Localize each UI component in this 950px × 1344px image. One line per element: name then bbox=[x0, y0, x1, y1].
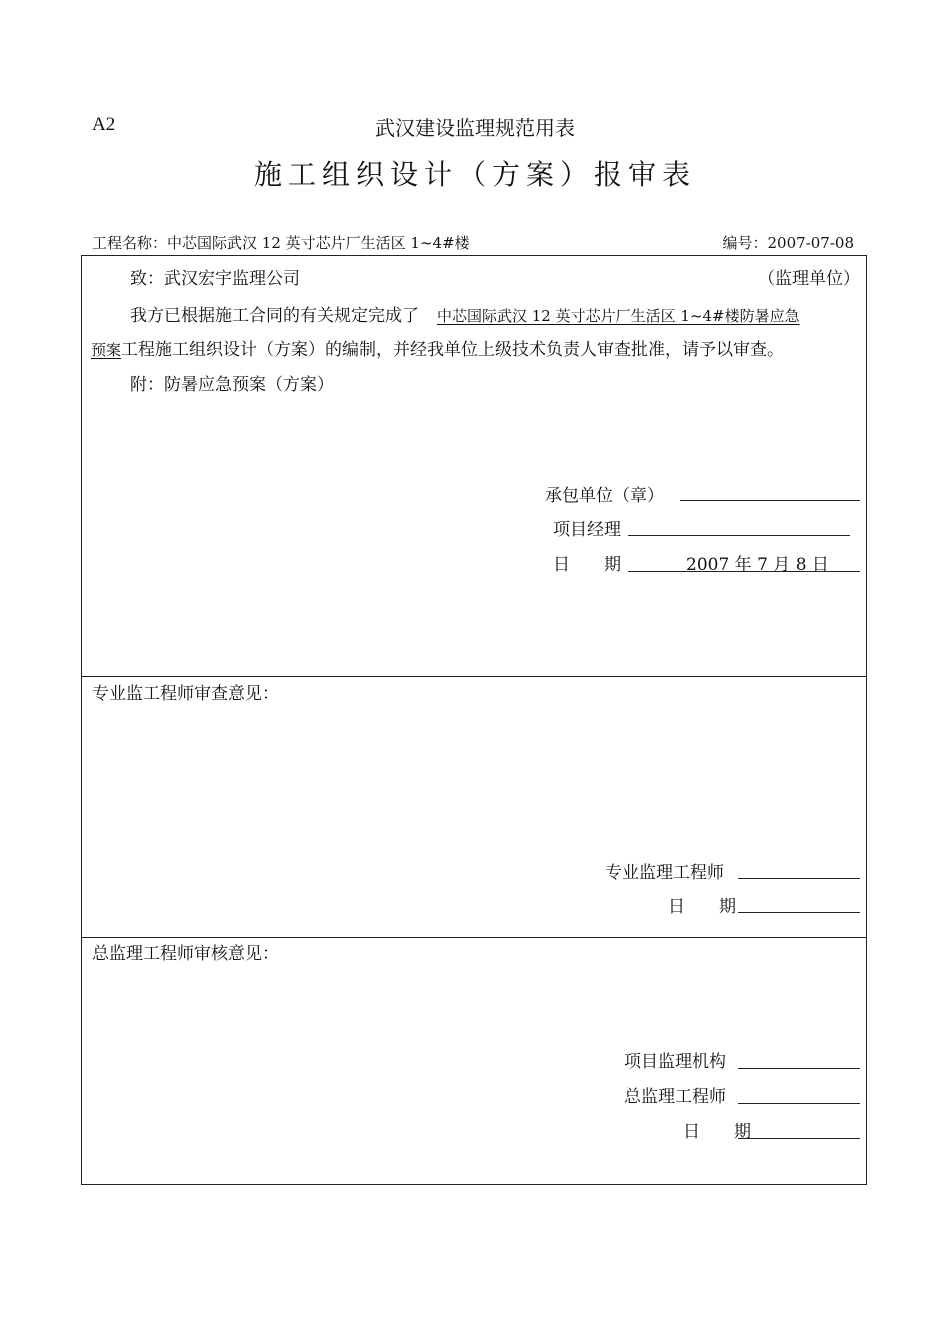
submission-prefix: 我方已根据施工合同的有关规定完成了 bbox=[130, 306, 419, 326]
manager-label: 项目经理 bbox=[553, 520, 621, 540]
submission-rest: 工程施工组织设计（方案）的编制，并经我单位上级技术负责人审查批准，请予以审查。 bbox=[121, 340, 785, 360]
project-name-value: 中芯国际武汉 12 英寸芯片厂生活区 1~4#楼 bbox=[167, 234, 470, 252]
chief-date-field[interactable] bbox=[738, 1138, 860, 1139]
manager-signature-field[interactable] bbox=[628, 535, 850, 536]
date-value: 2007 年 7 月 8 日 bbox=[686, 555, 829, 575]
specialist-engineer-signature-field[interactable] bbox=[738, 878, 860, 879]
addressee-value: 武汉宏宇监理公司 bbox=[164, 269, 300, 289]
date-label: 日 期 bbox=[553, 555, 621, 575]
chief-engineer-signature-field[interactable] bbox=[738, 1103, 860, 1104]
specialist-review-heading: 专业监工程师审查意见： bbox=[92, 684, 279, 704]
addressee-label: 致： bbox=[130, 269, 164, 289]
submission-line-1 bbox=[130, 301, 800, 326]
addressee-suffix: （监理单位） bbox=[758, 269, 860, 289]
supervision-org-field[interactable] bbox=[738, 1068, 860, 1069]
form-series-title: 武汉建设监理规范用表 bbox=[375, 116, 575, 140]
project-name-line bbox=[92, 232, 470, 253]
addressee bbox=[130, 264, 300, 289]
section-divider-2 bbox=[82, 937, 866, 938]
specialist-date-label: 日 期 bbox=[668, 897, 736, 917]
serial-number bbox=[723, 232, 855, 253]
submission-line-2 bbox=[91, 335, 784, 360]
specialist-date-field[interactable] bbox=[738, 912, 860, 913]
form-code: A2 bbox=[92, 114, 116, 135]
chief-review-heading: 总监理工程师审核意见： bbox=[92, 944, 279, 964]
supervision-org-label: 项目监理机构 bbox=[624, 1052, 726, 1072]
contractor-signature-field[interactable] bbox=[680, 500, 860, 501]
attachment-note: 附：防暑应急预案（方案） bbox=[130, 375, 334, 395]
plan-name-part-1: 中芯国际武汉 12 英寸芯片厂生活区 1~4#楼防暑应急 bbox=[437, 307, 800, 325]
plan-name-part-2: 预案 bbox=[91, 341, 122, 359]
chief-date-label: 日 期 bbox=[683, 1122, 751, 1142]
contractor-label: 承包单位（章） bbox=[545, 486, 664, 506]
approval-form-table bbox=[81, 255, 867, 1185]
page-title: 施工组织设计（方案）报审表 bbox=[253, 158, 696, 191]
section-divider-1 bbox=[82, 676, 866, 677]
project-name-label: 工程名称： bbox=[92, 234, 168, 252]
specialist-engineer-label: 专业监理工程师 bbox=[605, 863, 724, 883]
serial-label: 编号： bbox=[722, 234, 768, 252]
serial-value: 2007-07-08 bbox=[767, 234, 854, 252]
chief-engineer-label: 总监理工程师 bbox=[624, 1087, 726, 1107]
